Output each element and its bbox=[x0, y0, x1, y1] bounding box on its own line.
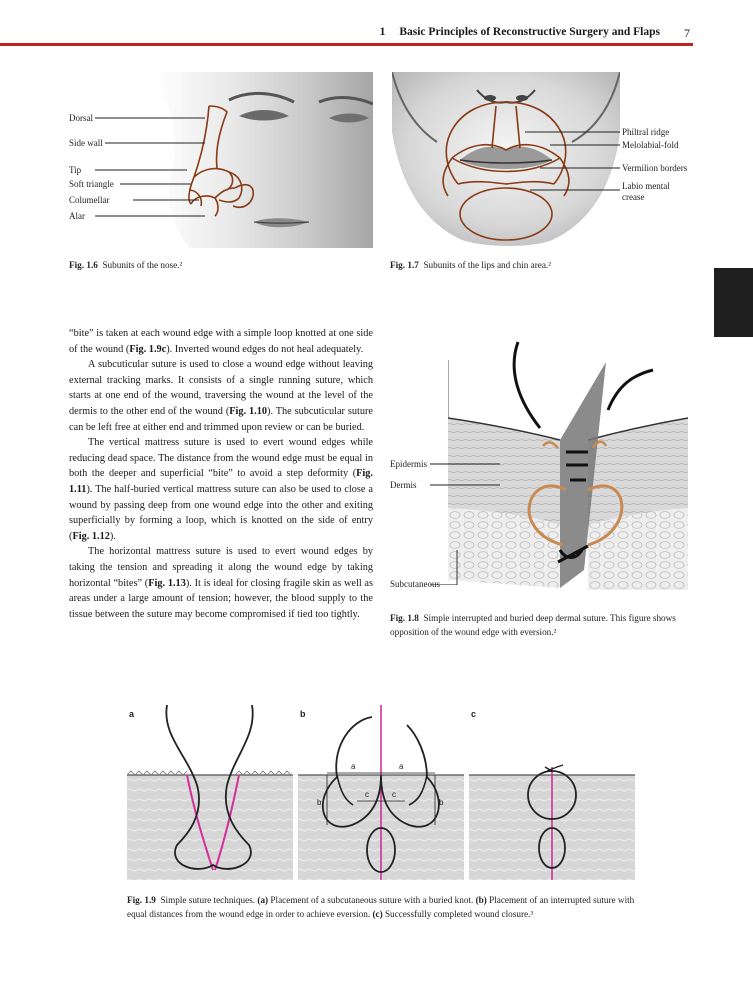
label-epidermis: Epidermis bbox=[390, 459, 427, 469]
chapter-number: 1 bbox=[379, 26, 386, 38]
body-text bbox=[69, 326, 373, 622]
label-subcutaneous: Subcutaneous bbox=[390, 579, 440, 589]
label-melolabial-fold: Melolabial-fold bbox=[622, 140, 679, 150]
fig-1-8-number: Fig. 1.8 bbox=[390, 613, 419, 623]
nose-leader-lines bbox=[95, 112, 205, 222]
fig-1-9-caption-b: Placement of an interrupted suture with equal distances from the wound edge in order to achieve eversion. bbox=[127, 895, 635, 919]
thumb-tab bbox=[714, 268, 753, 337]
paragraph-3 bbox=[69, 435, 373, 544]
fig-1-9-caption-a: Placement of a subcutaneous suture with a buried knot. bbox=[268, 895, 476, 905]
p3-text-a: The vertical mattress suture is used to evert wound edges while reducing dead space. The distance from the wound edge must be equal in both the deeper and superficial “bite” to avoid a step deformity ( bbox=[69, 437, 373, 480]
dim-label-a-left: a bbox=[351, 762, 356, 771]
fig-1-9-marker-b: (b) bbox=[475, 895, 487, 905]
ref-fig-1-9c: Fig. 1.9c bbox=[129, 343, 167, 355]
label-crease: crease bbox=[622, 192, 645, 202]
ref-fig-1-12: Fig. 1.12 bbox=[72, 530, 110, 542]
lips-leader-lines bbox=[500, 128, 620, 198]
dim-label-b-left: b bbox=[317, 798, 322, 807]
fig-1-9-marker-c: (c) bbox=[372, 909, 383, 919]
caption-fig-1-8 bbox=[390, 611, 693, 639]
label-alar: Alar bbox=[69, 211, 85, 221]
running-header bbox=[300, 26, 660, 38]
label-dermis: Dermis bbox=[390, 480, 417, 490]
panel-label-a: a bbox=[129, 709, 135, 719]
fig-1-7-caption: Subunits of the lips and chin area.² bbox=[423, 260, 551, 270]
caption-fig-1-9 bbox=[127, 893, 639, 921]
ref-fig-1-13: Fig. 1.13 bbox=[148, 577, 186, 589]
label-vermilion-borders: Vermilion borders bbox=[622, 163, 688, 173]
fig-1-8-caption: Simple interrupted and buried deep dermal suture. This figure shows opposition of the wound edge with eversion.² bbox=[390, 613, 676, 637]
fig-1-9-number: Fig. 1.9 bbox=[127, 895, 156, 905]
p1-text-a: “bite” is taken at each wound edge with a simple loop knotted at one side of the wound ( bbox=[69, 328, 373, 355]
fig-1-9-caption-intro: Simple suture techniques. bbox=[160, 895, 258, 905]
page-number: 7 bbox=[684, 26, 690, 40]
dermal-leader-lines bbox=[430, 455, 520, 585]
fig-1-7-number: Fig. 1.7 bbox=[390, 260, 419, 270]
fig-1-6-number: Fig. 1.6 bbox=[69, 260, 98, 270]
dim-label-c-left: c bbox=[365, 790, 369, 799]
label-soft-triangle: Soft triangle bbox=[69, 179, 114, 189]
dim-label-b-right: b bbox=[439, 798, 444, 807]
label-labio-mental: Labio mental bbox=[622, 181, 670, 191]
paragraph-1 bbox=[69, 326, 373, 357]
suture-techniques-illustration bbox=[127, 705, 635, 880]
dim-label-a-right: a bbox=[399, 762, 404, 771]
p3-text-b: ). The half-buried vertical mattress suture can also be used to close a wound by passing deep from one wound edge into the other and exiting superficially by forming a loop, which is knotted on the side of entry ( bbox=[69, 483, 373, 542]
label-columellar: Columellar bbox=[69, 195, 110, 205]
p4-text-a: The horizontal mattress suture is used to evert wound edges by taking the tension and spreading it along the wound edge by taking horizontal “bites” ( bbox=[69, 546, 373, 589]
fig-1-9-caption-c: Successfully completed wound closure.³ bbox=[382, 909, 534, 919]
fig-1-9-marker-a: (a) bbox=[257, 895, 269, 905]
label-philtral-ridge: Philtral ridge bbox=[622, 127, 670, 137]
p1-text-b: ). Inverted wound edges do not heal adequately. bbox=[166, 343, 364, 355]
caption-fig-1-7 bbox=[390, 258, 710, 272]
fig-1-6-caption: Subunits of the nose.² bbox=[102, 260, 183, 270]
p4-text-b: ). It is ideal for closing fragile skin as well as areas under a large amount of tension; however, the blood supply to the tissue between the suture may become compromised if tied too tightly. bbox=[69, 577, 373, 620]
label-side-wall: Side wall bbox=[69, 138, 103, 148]
label-tip: Tip bbox=[69, 165, 82, 175]
p2-text-b: ). The subcuticular suture can be left free at either end and trimmed upon review or can be buried. bbox=[69, 405, 373, 433]
dim-label-c-right: c bbox=[392, 790, 396, 799]
label-dorsal: Dorsal bbox=[69, 113, 93, 123]
ref-fig-1-10: Fig. 1.10 bbox=[229, 405, 268, 417]
p3-text-c: ). bbox=[109, 530, 116, 542]
p2-text-a: A subcuticular suture is used to close a wound edge without leaving external tracking marks. It consists of a single running suture, which starts at one end of the wound, traversing the wound at the level of the dermis to the other end of the wound ( bbox=[69, 359, 373, 417]
figure-suture-techniques bbox=[127, 705, 635, 880]
paragraph-4 bbox=[69, 544, 373, 622]
header-rule bbox=[0, 43, 693, 46]
panel-label-b: b bbox=[300, 709, 306, 719]
paragraph-2 bbox=[69, 357, 373, 435]
caption-fig-1-6 bbox=[69, 258, 373, 272]
chapter-title: Basic Principles of Reconstructive Surgery and Flaps bbox=[399, 26, 660, 38]
ref-fig-1-11: Fig. 1.11 bbox=[69, 468, 373, 495]
panel-label-c: c bbox=[471, 709, 477, 719]
